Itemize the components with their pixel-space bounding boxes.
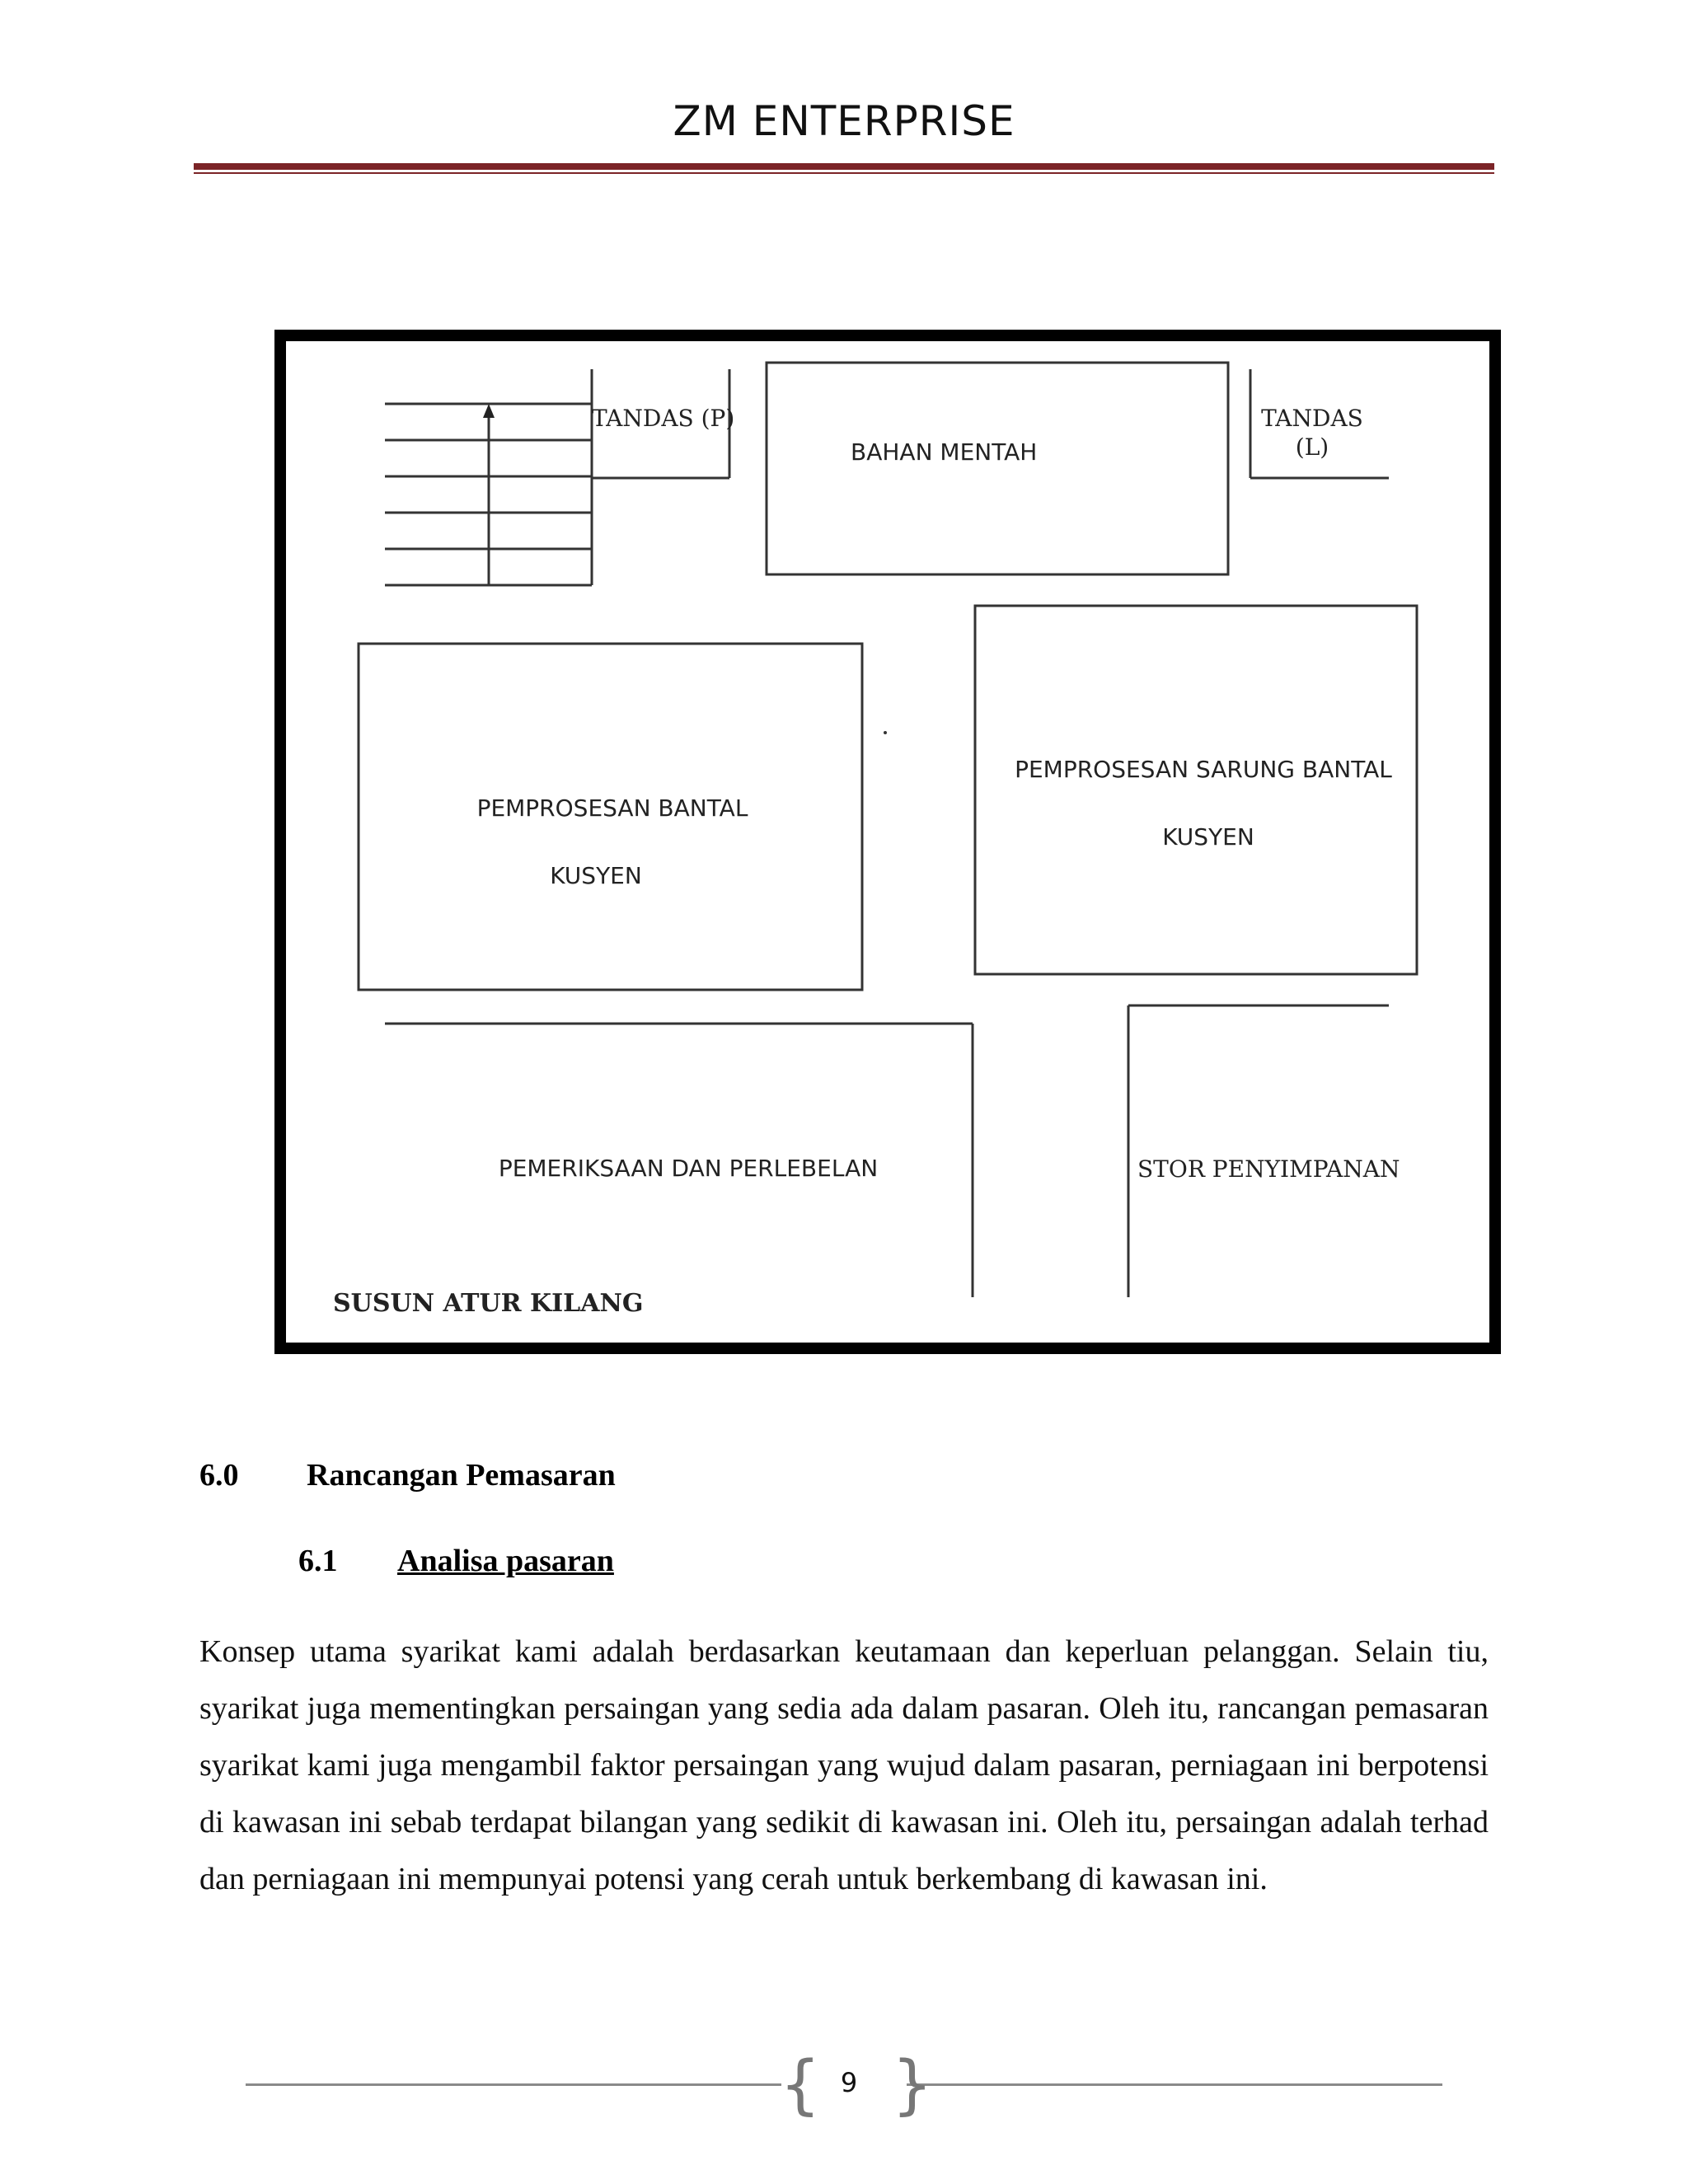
room-label-cushion-processing-line2: KUSYEN	[550, 862, 642, 889]
staircase	[385, 369, 592, 585]
room-label-toilet-l-line1: TANDAS	[1261, 405, 1363, 432]
subsection-heading	[298, 1543, 614, 1579]
footer-rule-right	[907, 2083, 1442, 2086]
room-label-storage: STOR PENYIMPANAN	[1137, 1155, 1400, 1183]
room-label-cover-processing-line1: PEMPROSESAN SARUNG BANTAL	[1015, 756, 1392, 783]
layout-caption: SUSUN ATUR KILANG	[333, 1289, 644, 1318]
room-label-inspection-labelling: PEMERIKSAAN DAN PERLEBELAN	[498, 1155, 879, 1182]
stray-dot	[884, 731, 887, 734]
room-label-cover-processing-line2: KUSYEN	[1162, 823, 1254, 851]
footer-rule-left	[246, 2083, 781, 2086]
document-header-title: ZM ENTERPRISE	[673, 97, 1015, 145]
storage-area-walls	[1128, 1005, 1389, 1297]
subsection-number: 6.1	[298, 1544, 338, 1578]
section-number: 6.0	[199, 1458, 239, 1493]
layout-outer-frame	[280, 335, 1495, 1348]
subsection-title: Analisa pasaran	[397, 1544, 614, 1578]
room-label-toilet-p: TANDAS (P)	[592, 405, 735, 432]
footer-right-brace-icon: }	[892, 2048, 933, 2122]
section-title: Rancangan Pemasaran	[307, 1458, 616, 1493]
room-label-raw-material: BAHAN MENTAH	[851, 438, 1038, 466]
stair-arrow-icon	[483, 404, 495, 418]
section-heading	[199, 1457, 616, 1493]
footer-left-brace-icon: {	[780, 2048, 821, 2122]
body-paragraph: Konsep utama syarikat kami adalah berdasarkan keutamaan dan keperluan pelanggan. Selain tiu, syarikat juga mementingkan persaingan yang sedia ada dalam pasaran. Oleh itu, rancangan pemasaran syarikat kami juga mengambil faktor persaingan yang wujud dalam pasaran, perniagaan ini berpotensi di kawasan ini sebab terdapat bilangan yang sedikit di kawasan ini. Oleh itu, persaingan adalah terhad dan perniagaan ini mempunyai potensi yang cerah untuk berkembang di kawasan ini.	[199, 1634, 1489, 1896]
room-cover-processing	[975, 606, 1417, 974]
room-raw-material	[767, 363, 1228, 574]
room-label-cushion-processing-line1: PEMPROSESAN BANTAL	[476, 794, 748, 822]
room-label-toilet-l-line2: (L)	[1295, 434, 1329, 461]
page-number: 9	[840, 2067, 858, 2098]
